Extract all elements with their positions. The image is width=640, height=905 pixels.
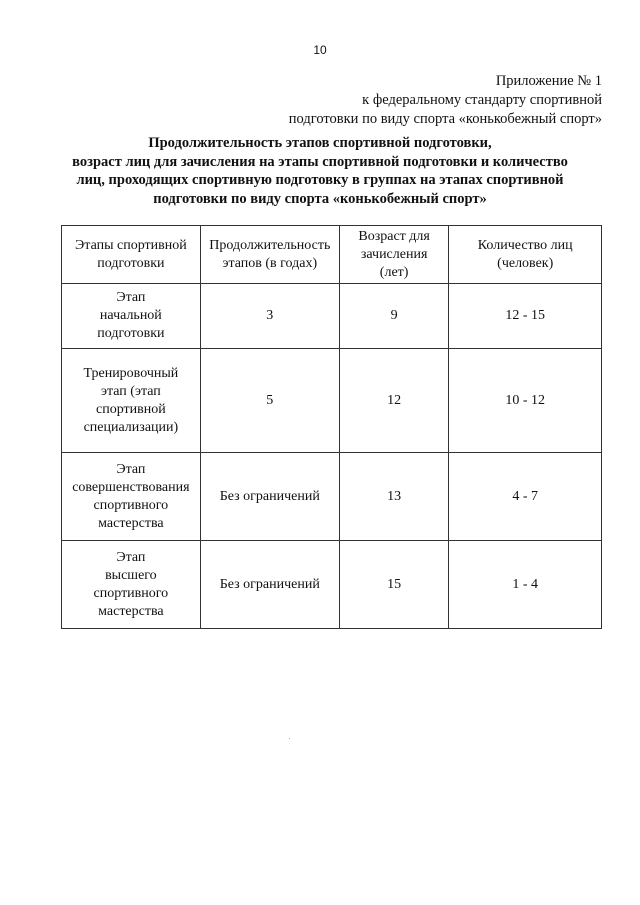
cell-stage: Этап совершенствования спортивного мастерства xyxy=(62,453,201,541)
cell-count: 12 - 15 xyxy=(449,284,602,349)
title-line-2: возраст лиц для зачисления на этапы спортивной подготовки и количество xyxy=(72,153,568,170)
header-stages: Этапы спортивной подготовки xyxy=(62,226,201,284)
cell-age: 15 xyxy=(339,541,449,629)
header-duration: Продолжительность этапов (в годах) xyxy=(200,226,339,284)
cell-age: 13 xyxy=(339,453,449,541)
table-row xyxy=(62,453,602,541)
page-number: 10 xyxy=(313,43,327,57)
title-line-3: лиц, проходящих спортивную подготовку в группах на этапах спортивной xyxy=(76,172,564,188)
cell-duration: Без ограничений xyxy=(200,541,339,629)
cell-count: 4 - 7 xyxy=(449,453,602,541)
appendix-line-1: Приложение № 1 xyxy=(495,73,602,89)
cell-age: 9 xyxy=(339,284,449,349)
cell-age: 12 xyxy=(339,349,449,453)
title-line-1: Продолжительность этапов спортивной подготовки, xyxy=(148,135,492,151)
cell-stage: Этап высшего спортивного мастерства xyxy=(62,541,201,629)
header-age: Возраст для зачисления (лет) xyxy=(339,226,449,284)
cell-count: 10 - 12 xyxy=(449,349,602,453)
document-title xyxy=(40,134,600,208)
cell-duration: 3 xyxy=(200,284,339,349)
cell-stage: Тренировочный этап (этап спортивной специализации) xyxy=(62,349,201,453)
table-row xyxy=(62,349,602,453)
cell-duration: 5 xyxy=(200,349,339,453)
appendix-line-3: подготовки по виду спорта «конькобежный спорт» xyxy=(288,111,602,127)
cell-stage: Этап начальной подготовки xyxy=(62,284,201,349)
stages-table xyxy=(61,225,602,629)
appendix-header xyxy=(289,72,602,129)
cell-duration: Без ограничений xyxy=(200,453,339,541)
header-count: Количество лиц (человек) xyxy=(449,226,602,284)
cell-count: 1 - 4 xyxy=(449,541,602,629)
appendix-line-2: к федеральному стандарту спортивной xyxy=(362,92,602,108)
table-header-row xyxy=(62,226,602,284)
table-row xyxy=(62,541,602,629)
table-row xyxy=(62,284,602,349)
title-line-4: подготовки по виду спорта «конькобежный спорт» xyxy=(153,190,487,207)
scan-speck xyxy=(289,738,290,739)
